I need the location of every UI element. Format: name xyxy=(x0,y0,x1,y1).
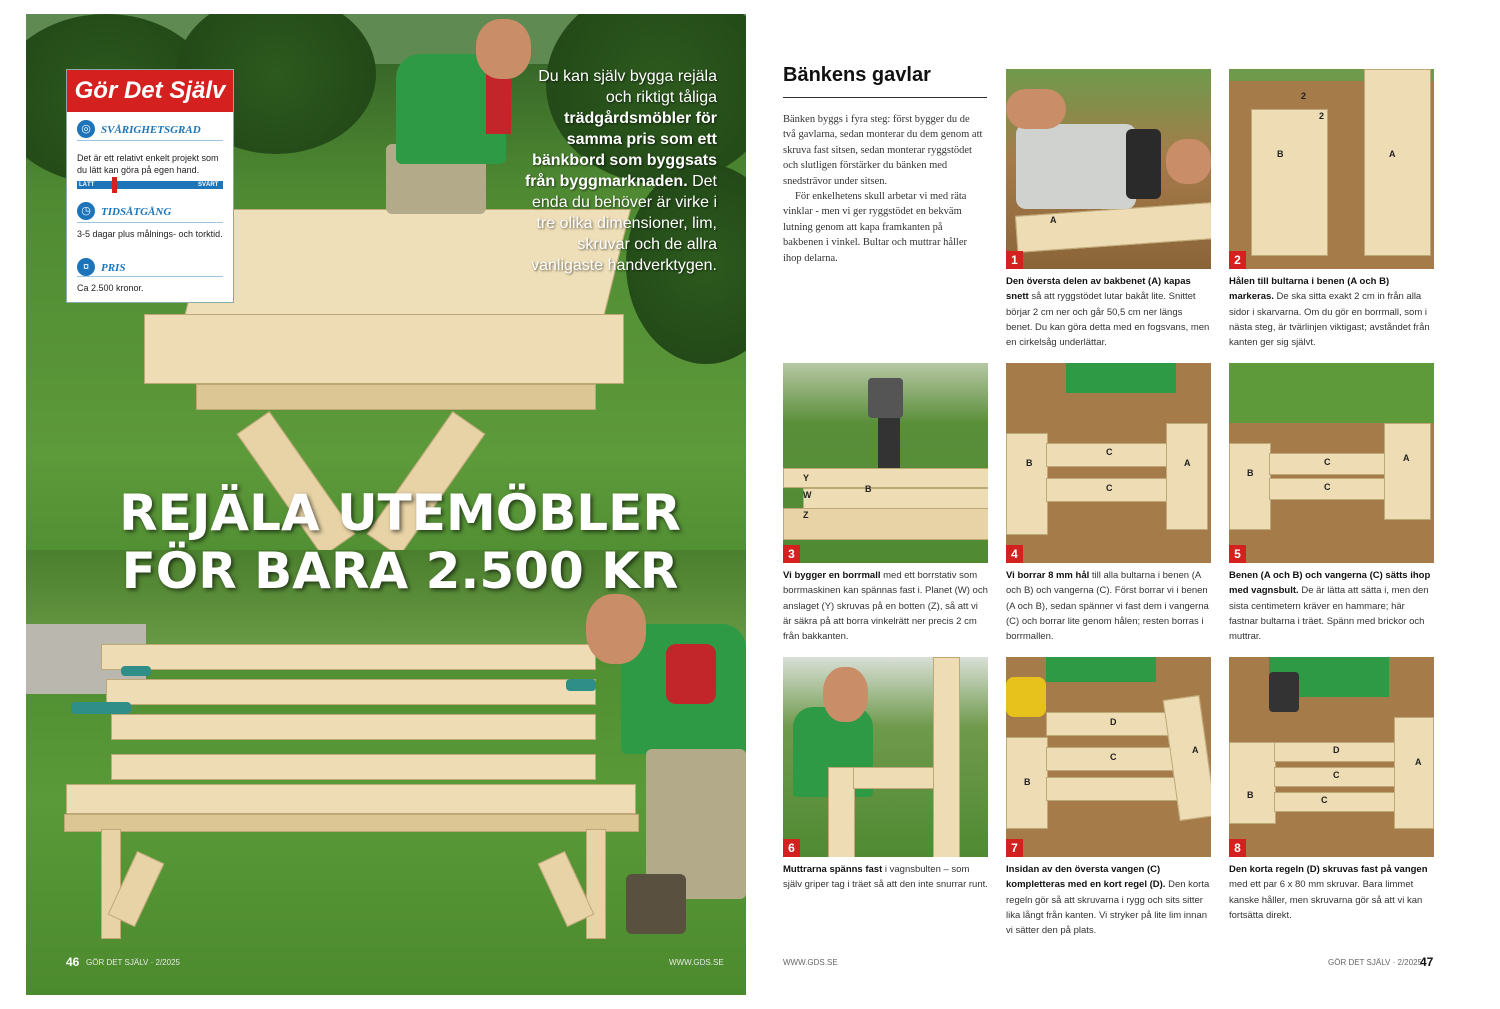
magazine-footer-left: GÖR DET SJÄLV · 2/2025 xyxy=(86,958,180,967)
label: B xyxy=(1277,149,1284,159)
scale-hard-label: SVÅRT xyxy=(198,182,219,188)
main-title xyxy=(100,484,700,600)
step-6-photo xyxy=(783,657,988,857)
divider xyxy=(77,140,223,141)
step-number: 5 xyxy=(1229,545,1246,563)
step-number: 4 xyxy=(1006,545,1023,563)
label: D xyxy=(1110,717,1117,727)
divider xyxy=(77,276,223,277)
title-line-1: REJÄLA UTEMÖBLER xyxy=(119,484,681,542)
step-1-photo xyxy=(1006,69,1211,269)
page-number-right: 47 xyxy=(1420,955,1434,969)
step-number: 1 xyxy=(1006,251,1023,269)
label: A xyxy=(1192,745,1199,755)
difficulty-heading: SVÅRIGHETSGRAD xyxy=(101,124,201,136)
divider xyxy=(77,222,223,223)
label: A xyxy=(1415,757,1422,767)
label: D xyxy=(1333,745,1340,755)
caption-bold: Insidan av den översta vangen (C) kompletteras med en kort regel (D). xyxy=(1006,864,1166,891)
section-title: Bänkens gavlar xyxy=(783,64,931,86)
magazine-footer-right: GÖR DET SJÄLV · 2/2025 xyxy=(1328,958,1422,967)
step-2-caption xyxy=(1229,274,1434,350)
label: C xyxy=(1110,752,1117,762)
caption-text: i vagnsbulten – som själv griper tag i träet så att den inte snurrar runt. xyxy=(783,864,988,891)
page-number-left: 46 xyxy=(66,955,80,969)
price-heading: PRIS xyxy=(101,262,126,274)
label: C xyxy=(1324,482,1331,492)
caption-bold: Den översta delen av bakbenet (A) kapas snett xyxy=(1006,276,1191,303)
step-1-caption xyxy=(1006,274,1211,350)
label: 2 xyxy=(1319,111,1325,121)
step-number: 8 xyxy=(1229,839,1246,857)
caption-text: De är lätta att sätta i, men den sista centimetern kräver en hammare; här fastnar bultarna i träet. Spänn med brickor och muttrar. xyxy=(1229,585,1429,643)
url-footer-right: WWW.GDS.SE xyxy=(783,958,838,967)
label: C xyxy=(1324,457,1331,467)
caption-bold: Vi bygger en borrmall xyxy=(783,570,881,581)
label: B xyxy=(865,484,872,494)
body-text xyxy=(783,112,983,266)
label: A xyxy=(1389,149,1396,159)
difficulty-text: Det är ett relativt enkelt projekt som du lätt kan göra på egen hand. xyxy=(77,153,219,175)
step-4-photo xyxy=(1006,363,1211,563)
label: A xyxy=(1403,453,1410,463)
step-number: 2 xyxy=(1229,251,1246,269)
caption-text: så att ryggstödet lutar bakåt lite. Snittet börjar 2 cm ner och går 50,5 cm ner längs benet. Du kan göra detta med en fogsvans, men en cirkelsåg underlättar. xyxy=(1006,291,1210,349)
caption-bold: Den korta regeln (D) skruvas fast på vangen xyxy=(1229,864,1428,875)
label: C xyxy=(1106,483,1113,493)
label: C xyxy=(1333,770,1340,780)
caption-text: till alla bultarna i benen (A och B) och vangerna (C). Först borrar vi i benen (A och B), sedan spänner vi fast dem i vangerna (C) och borrar lite genom hålen; resten borras i borrmallen. xyxy=(1006,570,1209,643)
caption-bold: Benen (A och B) och vangerna (C) sätts ihop med vagnsbult. xyxy=(1229,570,1431,597)
step-number: 3 xyxy=(783,545,800,563)
time-text: 3-5 dagar plus målnings- och torktid. xyxy=(77,229,223,239)
caption-bold: Hålen till bultarna i benen (A och B) markeras. xyxy=(1229,276,1390,303)
scale-easy-label: LÄTT xyxy=(79,182,95,188)
gds-info-box xyxy=(66,69,234,303)
price-text: Ca 2.500 kronor. xyxy=(77,283,144,293)
step-8-photo xyxy=(1229,657,1434,857)
label: C xyxy=(1106,447,1113,457)
time-heading: TIDSÅTGÅNG xyxy=(101,206,172,218)
label: B xyxy=(1247,468,1254,478)
intro-part2: Det enda du behöver är virke i tre olika dimensioner, lim, skruvar och de allra vanligaste handverktygen. xyxy=(531,173,717,274)
intro-part1: Du kan själv bygga rejäla och riktigt tåliga xyxy=(538,68,717,106)
label: Y xyxy=(803,473,810,483)
label: W xyxy=(803,490,812,500)
caption-text: Den korta regeln gör så att skruvarna i rygg och sits sitter lika långt från kanten. Vi stryker på lite lim innan vi sätter den på plats. xyxy=(1006,879,1210,937)
label: A xyxy=(1050,215,1057,225)
step-5-caption xyxy=(1229,568,1434,644)
section-rule xyxy=(783,97,987,98)
label: Z xyxy=(803,510,809,520)
clock-icon: ◷ xyxy=(77,202,95,220)
caption-bold: Muttrarna spänns fast xyxy=(783,864,883,875)
intro-bold: trädgårdsmöbler för samma pris som ett bänkbord som byggsats från byggmarknaden. xyxy=(524,110,717,190)
step-7-caption xyxy=(1006,862,1211,938)
label: 2 xyxy=(1301,91,1307,101)
difficulty-marker xyxy=(112,177,117,193)
intro-text xyxy=(512,66,717,276)
step-number: 7 xyxy=(1006,839,1023,857)
body-paragraph-2: För enkelhetens skull arbetar vi med räta vinklar - men vi ger ryggstödet en bekväm lutning genom att kapa framkanten på bakbenen i vinkel. Bultar och muttrar håller ihop delarna. xyxy=(783,191,967,264)
step-7-photo xyxy=(1006,657,1211,857)
caption-bold: Vi borrar 8 mm hål xyxy=(1006,570,1090,581)
label: C xyxy=(1321,795,1328,805)
step-4-caption xyxy=(1006,568,1211,644)
step-8-caption xyxy=(1229,862,1434,923)
caption-text: med ett par 6 x 80 mm skruvar. Bara limmet kanske håller, men skruvarna gör så att vi kan fortsätta direkt. xyxy=(1229,879,1423,921)
caption-text: De ska sitta exakt 2 cm in från alla sidor i skarvarna. Om du gör en borrmall, som i nästa steg, är tvärlinjen viktigast; avståndet från kanten ger sig självt. xyxy=(1229,291,1430,349)
step-3-caption xyxy=(783,568,988,644)
label: B xyxy=(1024,777,1031,787)
difficulty-icon: ◎ xyxy=(77,120,95,138)
gds-logo: Gör Det Själv xyxy=(67,70,233,112)
caption-text: med ett borrstativ som borrmaskinen kan spännas fast i. Planet (W) och anslaget (Y) skruvas på en botten (Z), så att vi är säkra på att borra vinkelrätt ner precis 2 cm från bakkanten. xyxy=(783,570,988,643)
label: B xyxy=(1247,790,1254,800)
step-5-photo xyxy=(1229,363,1434,563)
body-paragraph-1: Bänken byggs i fyra steg: först bygger du de två gavlarna, sedan monterar du dem genom att skruva fast sitsen, sedan monterar ryggstödet och slutligen förstärker du bänken med snedsträvor under sitsen. xyxy=(783,114,983,187)
price-icon: ¤ xyxy=(77,258,95,276)
step-2-photo xyxy=(1229,69,1434,269)
url-footer-left: WWW.GDS.SE xyxy=(669,958,724,967)
label: A xyxy=(1184,458,1191,468)
step-6-caption xyxy=(783,862,988,893)
step-number: 6 xyxy=(783,839,800,857)
title-line-2: FÖR BARA 2.500 KR xyxy=(121,542,679,600)
label: B xyxy=(1026,458,1033,468)
step-3-photo xyxy=(783,363,988,563)
